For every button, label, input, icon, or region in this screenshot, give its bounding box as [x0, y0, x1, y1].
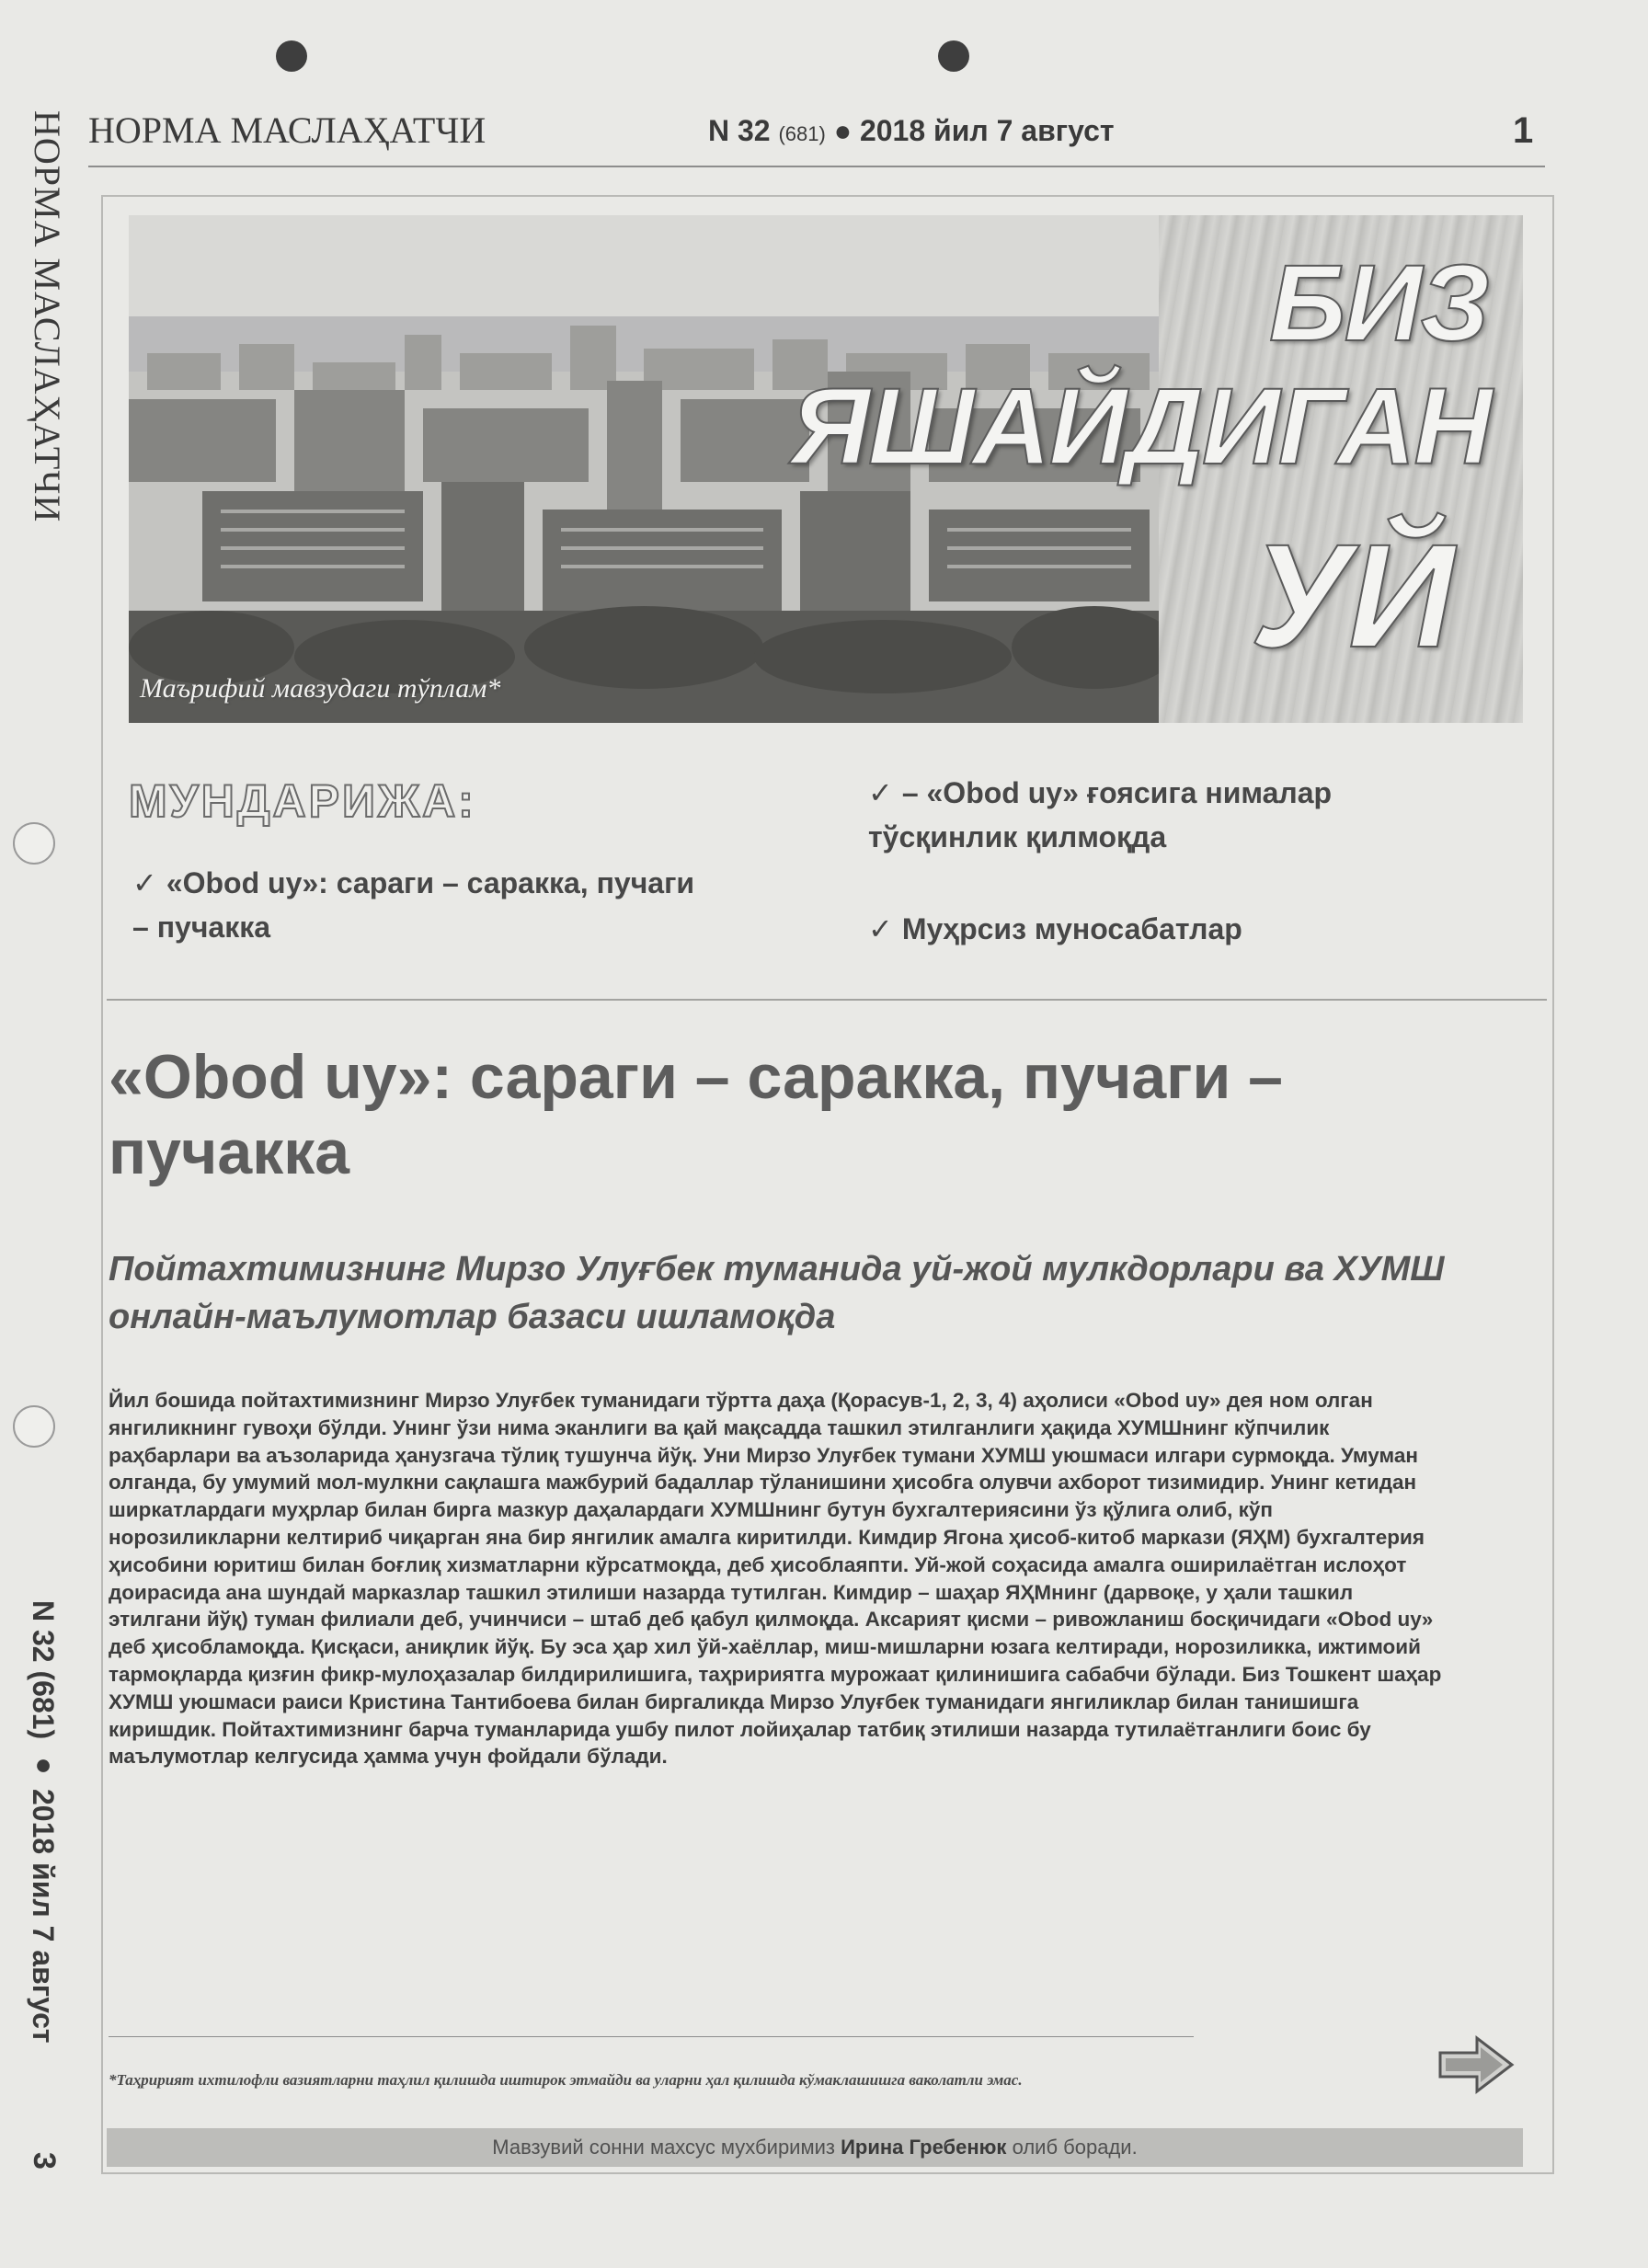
article-paragraph: Йил бошида пойтахтимизнинг Мирзо Улуғбек туманидаги тўртта даҳа (Қорасув-1, 2, 3, 4) аҳолиси «Obod uy» дея ном олган янгиликнинг гувоҳи бўлди. Унинг ўзи нима эканлиги ва қай мақсадда ташкил этилганлиги ҳақида ХУМШнинг кўпчилик раҳбарлари ва аъзоларида ҳанузгача тўлиқ тушунча йўқ. Уни Мирзо Улуғбек тумани ХУМШ уюшмаси илгари сурмоқда. Умуман олганда, бу умумий мол-мулкни сақлашга мажбурий бадаллар тўланишини ҳисобга олувчи ахборот тизимидир. Унинг кетидан ширкатлардаги муҳрлар билан бирга мазкур даҳалардаги ХУМШнинг бутун бухгалтериясини ўз қўлига олиб, кўп норозиликларни келтириб чиқарган яна бир янгилик амалга киритилди. Кимдир Ягона ҳисоб-китоб маркази (ЯҲМ) бухгалтерия ҳисобини юритиш билан боғлиқ хизматларни кўрсатмоқда, деб ҳисоблаяпти. Уй-жой соҳасида амалга оширилаётган ислоҳот доирасида ана шундай марказлар ташкил этилиши назарда тутилган. Кимдир – шаҳар ЯҲМнинг (дарвоқе, у ҳали ташкил этилгани йўқ) туман филиали деб, учинчиси – штаб деб қабул қилмоқда. Аксарият қисми – ривожланиш босқичидаги «Obod uy» деб ҳисобламоқда. Қисқаси, аниқлик йўқ. Бу эса ҳар хил ўй-хаёллар, миш-мишларни юзага келтиради, норозиликка, ижтимоий тармоқларда қизғин фикр-мулоҳазалар билдирилишига, таҳририятга мурожаат қилинишига сабабчи бўлади. Биз Тошкент шаҳар ХУМШ уюшмаси раиси Кристина Тантибоева билан биргаликда Мирзо Улуғбек туманидаги янгиликлар билан танишишга киришдик. Пойтахтимизнинг барча туманларида ушбу пилот лойиҳалар татбиқ этилиши назарда тутилаётганлиги боис бу маълумотлар келгусида ҳамма учун фойдали бўлади. [109, 1389, 1442, 1769]
spine-publication-title: НОРМА МАСЛАҲАТЧИ [27, 110, 68, 523]
toc-title: МУНДАРИЖА: [129, 775, 476, 827]
article-body [109, 1387, 1442, 1770]
issue-info [708, 114, 1115, 148]
check-icon: ✓ [868, 912, 893, 945]
hero-subtitle: Маърифий мавзудаги тўплам* [140, 673, 501, 704]
credit-author: Ирина Гребенюк [841, 2136, 1007, 2159]
issue-number: (681) [778, 122, 826, 145]
toc-item-label: «Obod uy»: сараги – саракка, пучаги – пучакка [132, 866, 695, 944]
toc-item-label: – «Obod uy» ғоясига нималар тўсқинлик қилмоқда [868, 776, 1333, 853]
hero-title-line-2: ЯШАЙДИГАН [791, 366, 1491, 487]
check-icon: ✓ [132, 866, 157, 899]
hero-title-line-1: БИЗ [1269, 243, 1489, 364]
toc-item-label: Муҳрсиз муносабатлар [901, 912, 1242, 945]
header-divider [88, 166, 1545, 167]
toc-divider [107, 999, 1547, 1001]
binder-hole-left [276, 40, 307, 72]
binder-hole-right [938, 40, 969, 72]
credit-bar [107, 2128, 1523, 2167]
article-headline: «Obod uy»: сараги – саракка, пучаги – пучакка [109, 1042, 1283, 1187]
issue-date: ● 2018 йил 7 август [833, 114, 1115, 147]
toc-item[interactable] [132, 861, 703, 949]
article-subheadline: Пойтахтимизнинг Мирзо Улуғбек туманида уй-жой мулкдорлари ва ХУМШ онлайн-маълумотлар базаси ишламоқда [109, 1250, 1445, 1336]
check-icon: ✓ [868, 776, 893, 809]
binder-ring-upper [13, 822, 55, 865]
spine-issue-info: N 32 (681) ● 2018 йил 7 август [27, 1600, 60, 2044]
hero-title-line-3: УЙ [1251, 513, 1453, 678]
footnote: *Таҳририят ихтилофли вазиятларни таҳлил қилишда иштирок этмайди ва уларни ҳал қилишда кўмаклашишга ваколатли эмас. [109, 2071, 1023, 2089]
footnote-divider [109, 2036, 1194, 2037]
binder-ring-lower [13, 1405, 55, 1448]
credit-suffix: олиб боради. [1012, 2136, 1138, 2159]
spine-page-number: 3 [27, 2152, 62, 2170]
credit-prefix: Мавзувий сонни махсус мухбиримиз [492, 2136, 835, 2159]
toc-item[interactable] [868, 771, 1457, 859]
publication-title: НОРМА МАСЛАҲАТЧИ [88, 109, 486, 151]
issue-prefix: N 32 [708, 114, 771, 147]
toc-item[interactable] [868, 907, 1457, 951]
next-page-arrow-icon[interactable] [1435, 2033, 1517, 2102]
hero-banner [129, 215, 1523, 723]
page-number: 1 [1513, 110, 1534, 151]
